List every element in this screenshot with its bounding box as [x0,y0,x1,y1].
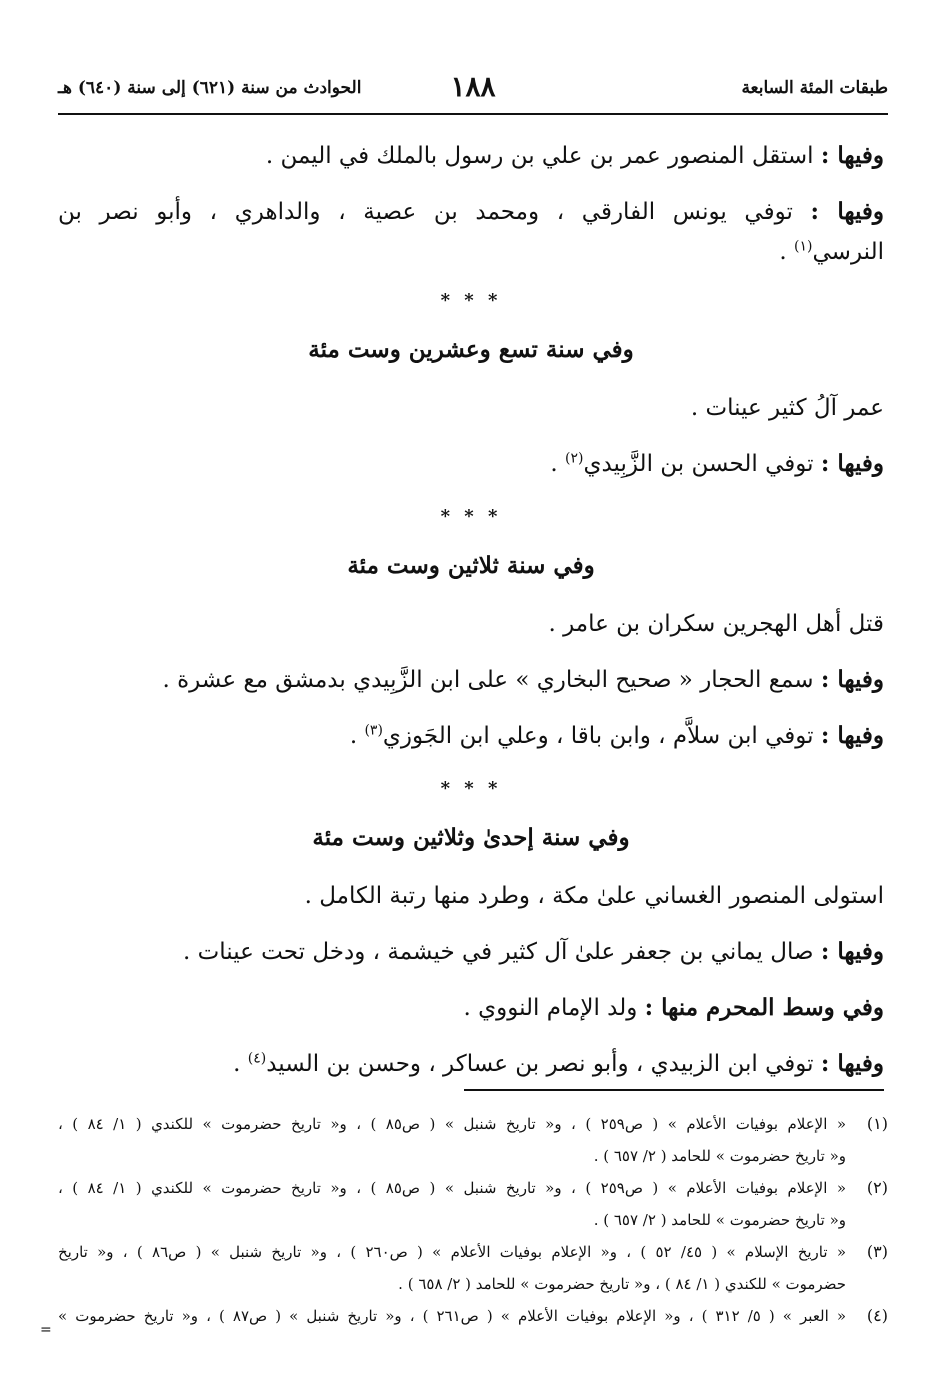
paragraph-lead: وفيها : [820,666,884,693]
footnote-text [58,1300,846,1332]
paragraph-text: توفي الحسن بن الزَّبِيدي [583,451,821,477]
paragraph-lead: وفيها : [820,1050,884,1077]
paragraph-text: توفي ابن الزبيدي ، وأبو نصر بن عساكر ، وحسن بن السيد [266,1051,821,1077]
paragraph-text: سمع الحجار « صحيح البخاري » على ابن الزَّبِيدي بدمشق مع عشرة . [162,667,821,693]
paragraph-continuation [58,232,884,272]
paragraph [58,436,884,492]
footnote-line: « الإعلام بوفيات الأعلام » ( ص٢٥٩ ) ، و« تاريخ شنبل » ( ص٨٥ ) ، و« تاريخ حضرموت » للكندي ( ١/ ٨٤ ) ، [58,1179,847,1197]
paragraph-text: توفي ابن سلاَّم ، وابن باقا ، وعلي ابن الجَوزي [382,723,821,749]
section-heading: وفي سنة إحدىٰ وثلاثين وست مئة [312,824,630,851]
footnote-divider [464,1089,884,1091]
paragraph-lead: وفي وسط المحرم منها : [644,994,884,1021]
header-divider [58,113,888,115]
paragraph-text: استقل المنصور عمر بن علي بن رسول بالملك في اليمن . [265,143,821,169]
footnote-text [58,1236,846,1300]
paragraph [58,868,884,924]
paragraph-text: قتل أهل الهجرين سكران بن عامر . [548,611,884,637]
footnote-line: حضرموت » للكندي ( ١/ ٨٤ ) ، و« تاريخ حضرموت » للحامد ( ٢/ ٦٥٨ ) . [398,1275,846,1293]
paragraph-end: . [349,723,365,749]
footnote-number: (١) [866,1114,888,1133]
paragraph-end: . [779,239,795,265]
paragraph-text: صال يماني بن جعفر علىٰ آل كثير في خيشمة ، ودخل تحت عينات . [182,939,821,965]
header-chapter-title: الحوادث من سنة (٦٢١) إلى سنة (٦٤٠) هـ [58,78,362,98]
footnote-text [58,1108,846,1172]
footnote-line: « العبر » ( ٥/ ٣١٢ ) ، و« الإعلام بوفيات الأعلام » ( ص٢٦١ ) ، و« تاريخ شنبل » ( ص٨٧ ) ، و« تاريخ حضرموت » [58,1307,847,1325]
paragraph [58,652,884,708]
paragraph-text: عمر آلُ كثير عينات . [690,395,884,421]
paragraph-text: توفي يونس الفارقي ، ومحمد بن عصية ، والداهري ، وأبو نصر بن [58,199,811,225]
paragraph-text: النرسي [812,239,884,265]
continuation-mark: = [40,1322,52,1338]
paragraph-lead: وفيها : [820,142,884,169]
paragraph-lead: وفيها : [820,722,884,749]
footnote-ref[interactable]: (٢) [564,450,584,467]
footnote-line: « الإعلام بوفيات الأعلام » ( ص٢٥٩ ) ، و« تاريخ شنبل » ( ص٨٥ ) ، و« تاريخ حضرموت » للكندي ( ١/ ٨٤ ) ، [58,1115,847,1133]
running-header [58,70,888,112]
paragraph-end: . [233,1051,248,1077]
section-heading: وفي سنة ثلاثين وست مئة [347,552,595,579]
footnote-number: (٢) [866,1178,888,1197]
paragraph-lead: وفيها : [810,198,885,225]
page-number: ١٨٨ [450,70,496,103]
footnote-line: و« تاريخ حضرموت » للحامد ( ٢/ ٦٥٧ ) . [593,1211,846,1229]
footnote-ref[interactable]: (١) [794,238,813,255]
paragraph [58,708,884,764]
section-separator: * * * [440,290,502,311]
paragraph-lead: وفيها : [820,450,884,477]
footnote [58,1108,888,1172]
footnote [58,1300,888,1332]
footnote [58,1172,888,1236]
paragraph [58,596,884,652]
paragraph-lead: وفيها : [820,938,884,965]
paragraph-text: استولى المنصور الغساني علىٰ مكة ، وطرد منها رتبة الكامل . [304,883,884,909]
paragraph [58,128,884,184]
paragraph [58,1036,884,1092]
footnote-ref[interactable]: (٤) [247,1050,267,1067]
section-separator: * * * [440,778,502,799]
paragraph-text: ولد الإمام النووي . [463,995,645,1021]
footnote-number: (٣) [866,1242,888,1261]
footnote-line: « تاريخ الإسلام » ( ٤٥/ ٥٢ ) ، و« الإعلام بوفيات الأعلام » ( ص٢٦٠ ) ، و« تاريخ شنبل » ( ص٨٦ ) ، و« تاريخ [58,1243,846,1261]
section-heading: وفي سنة تسع وعشرين وست مئة [308,336,634,363]
footnote-ref[interactable]: (٣) [364,722,383,739]
paragraph [58,380,884,436]
footnote-number: (٤) [866,1306,888,1325]
footnote-line: و« تاريخ حضرموت » للحامد ( ٢/ ٦٥٧ ) . [593,1147,846,1165]
main-text [58,128,884,1092]
header-book-title: طبقات المئة السابعة [741,78,888,98]
paragraph [58,924,884,980]
footnotes [58,1108,888,1332]
paragraph [58,192,884,232]
paragraph-end: . [550,451,565,477]
footnote [58,1236,888,1300]
paragraph [58,980,884,1036]
section-separator: * * * [440,506,502,527]
footnote-text [58,1172,846,1236]
